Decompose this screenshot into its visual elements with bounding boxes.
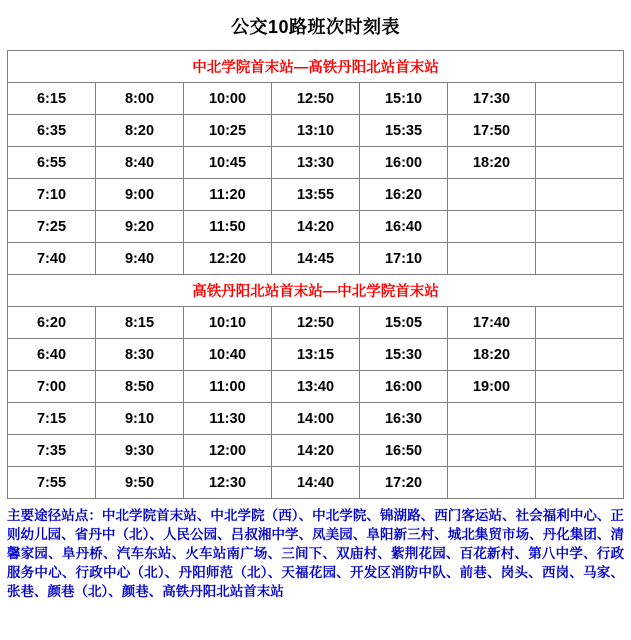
- time-cell: 10:45: [184, 147, 272, 179]
- time-cell: 6:15: [8, 83, 96, 115]
- empty-cell: [448, 211, 536, 243]
- time-cell: 9:50: [96, 467, 184, 499]
- table-row: [8, 243, 624, 275]
- time-cell: 17:30: [448, 83, 536, 115]
- empty-cell: [536, 211, 624, 243]
- time-cell: 13:40: [272, 371, 360, 403]
- page-title: 公交10路班次时刻表: [230, 17, 401, 37]
- time-cell: 19:00: [448, 371, 536, 403]
- time-cell: 11:50: [184, 211, 272, 243]
- time-cell: 12:50: [272, 83, 360, 115]
- time-cell: 9:20: [96, 211, 184, 243]
- time-cell: 16:00: [360, 147, 448, 179]
- time-cell: 12:50: [272, 307, 360, 339]
- time-cell: 8:00: [96, 83, 184, 115]
- empty-cell: [536, 403, 624, 435]
- time-cell: 8:30: [96, 339, 184, 371]
- empty-cell: [536, 147, 624, 179]
- route-stops-note: 主要途径站点：中北学院首末站、中北学院（西）、中北学院、锦湖路、西门客运站、社会福利中心、正则幼儿园、省丹中（北）、人民公园、吕叔湘中学、凤美园、阜阳新三村、城北集贸市场、丹化集团、清馨家园、阜丹桥、汽车东站、火车站南广场、三间下、双庙村、紫荆花园、百花新村、第八中学、行政服务中心、行政中心（北）、丹阳师范（北）、天福花园、开发区消防中队、前巷、岗头、西岗、马家、张巷、颜巷（北）、颜巷、高铁丹阳北站首末站: [7, 508, 624, 599]
- empty-cell: [536, 115, 624, 147]
- empty-cell: [536, 467, 624, 499]
- table-row: [8, 115, 624, 147]
- time-cell: 6:40: [8, 339, 96, 371]
- time-cell: 11:30: [184, 403, 272, 435]
- time-cell: 17:10: [360, 243, 448, 275]
- time-cell: 8:20: [96, 115, 184, 147]
- time-cell: 11:20: [184, 179, 272, 211]
- section-heading-inbound: 高铁丹阳北站首末站—中北学院首末站: [8, 275, 624, 307]
- time-cell: 9:00: [96, 179, 184, 211]
- empty-cell: [448, 467, 536, 499]
- table-row: [8, 211, 624, 243]
- time-cell: 12:20: [184, 243, 272, 275]
- time-cell: 8:50: [96, 371, 184, 403]
- time-cell: 13:15: [272, 339, 360, 371]
- time-cell: 14:45: [272, 243, 360, 275]
- time-cell: 16:50: [360, 435, 448, 467]
- empty-cell: [536, 435, 624, 467]
- time-cell: 18:20: [448, 147, 536, 179]
- time-cell: 8:40: [96, 147, 184, 179]
- empty-cell: [448, 243, 536, 275]
- table-row: [8, 339, 624, 371]
- time-cell: 7:25: [8, 211, 96, 243]
- time-cell: 9:40: [96, 243, 184, 275]
- time-cell: 7:00: [8, 371, 96, 403]
- time-cell: 10:10: [184, 307, 272, 339]
- table-row: [8, 371, 624, 403]
- time-cell: 17:20: [360, 467, 448, 499]
- empty-cell: [536, 339, 624, 371]
- time-cell: 15:30: [360, 339, 448, 371]
- time-cell: 11:00: [184, 371, 272, 403]
- empty-cell: [448, 435, 536, 467]
- time-cell: 16:40: [360, 211, 448, 243]
- time-cell: 15:35: [360, 115, 448, 147]
- time-cell: 13:30: [272, 147, 360, 179]
- table-row: [8, 83, 624, 115]
- time-cell: 6:55: [8, 147, 96, 179]
- time-cell: 7:10: [8, 179, 96, 211]
- schedule-table: [7, 50, 624, 499]
- table-row: [8, 435, 624, 467]
- time-cell: 8:15: [96, 307, 184, 339]
- time-cell: 15:10: [360, 83, 448, 115]
- time-cell: 14:20: [272, 435, 360, 467]
- section-heading-row: [8, 51, 624, 83]
- time-cell: 10:40: [184, 339, 272, 371]
- time-cell: 10:25: [184, 115, 272, 147]
- time-cell: 17:50: [448, 115, 536, 147]
- time-cell: 15:05: [360, 307, 448, 339]
- table-row: [8, 467, 624, 499]
- time-cell: 6:20: [8, 307, 96, 339]
- time-cell: 6:35: [8, 115, 96, 147]
- time-cell: 7:40: [8, 243, 96, 275]
- table-row: [8, 307, 624, 339]
- time-cell: 9:10: [96, 403, 184, 435]
- time-cell: 16:30: [360, 403, 448, 435]
- time-cell: 9:30: [96, 435, 184, 467]
- empty-cell: [536, 371, 624, 403]
- empty-cell: [536, 83, 624, 115]
- empty-cell: [536, 243, 624, 275]
- schedule-table-body: [8, 51, 624, 499]
- time-cell: 12:30: [184, 467, 272, 499]
- time-cell: 10:00: [184, 83, 272, 115]
- section-heading-row: [8, 275, 624, 307]
- time-cell: 7:35: [8, 435, 96, 467]
- time-cell: 7:55: [8, 467, 96, 499]
- table-row: [8, 179, 624, 211]
- empty-cell: [448, 403, 536, 435]
- table-row: [8, 147, 624, 179]
- table-row: [8, 403, 624, 435]
- empty-cell: [536, 179, 624, 211]
- time-cell: 14:00: [272, 403, 360, 435]
- time-cell: 14:40: [272, 467, 360, 499]
- time-cell: 16:00: [360, 371, 448, 403]
- time-cell: 14:20: [272, 211, 360, 243]
- time-cell: 12:00: [184, 435, 272, 467]
- time-cell: 7:15: [8, 403, 96, 435]
- section-heading-outbound: 中北学院首末站—高铁丹阳北站首末站: [8, 51, 624, 83]
- time-cell: 16:20: [360, 179, 448, 211]
- time-cell: 17:40: [448, 307, 536, 339]
- time-cell: 18:20: [448, 339, 536, 371]
- empty-cell: [448, 179, 536, 211]
- time-cell: 13:10: [272, 115, 360, 147]
- empty-cell: [536, 307, 624, 339]
- time-cell: 13:55: [272, 179, 360, 211]
